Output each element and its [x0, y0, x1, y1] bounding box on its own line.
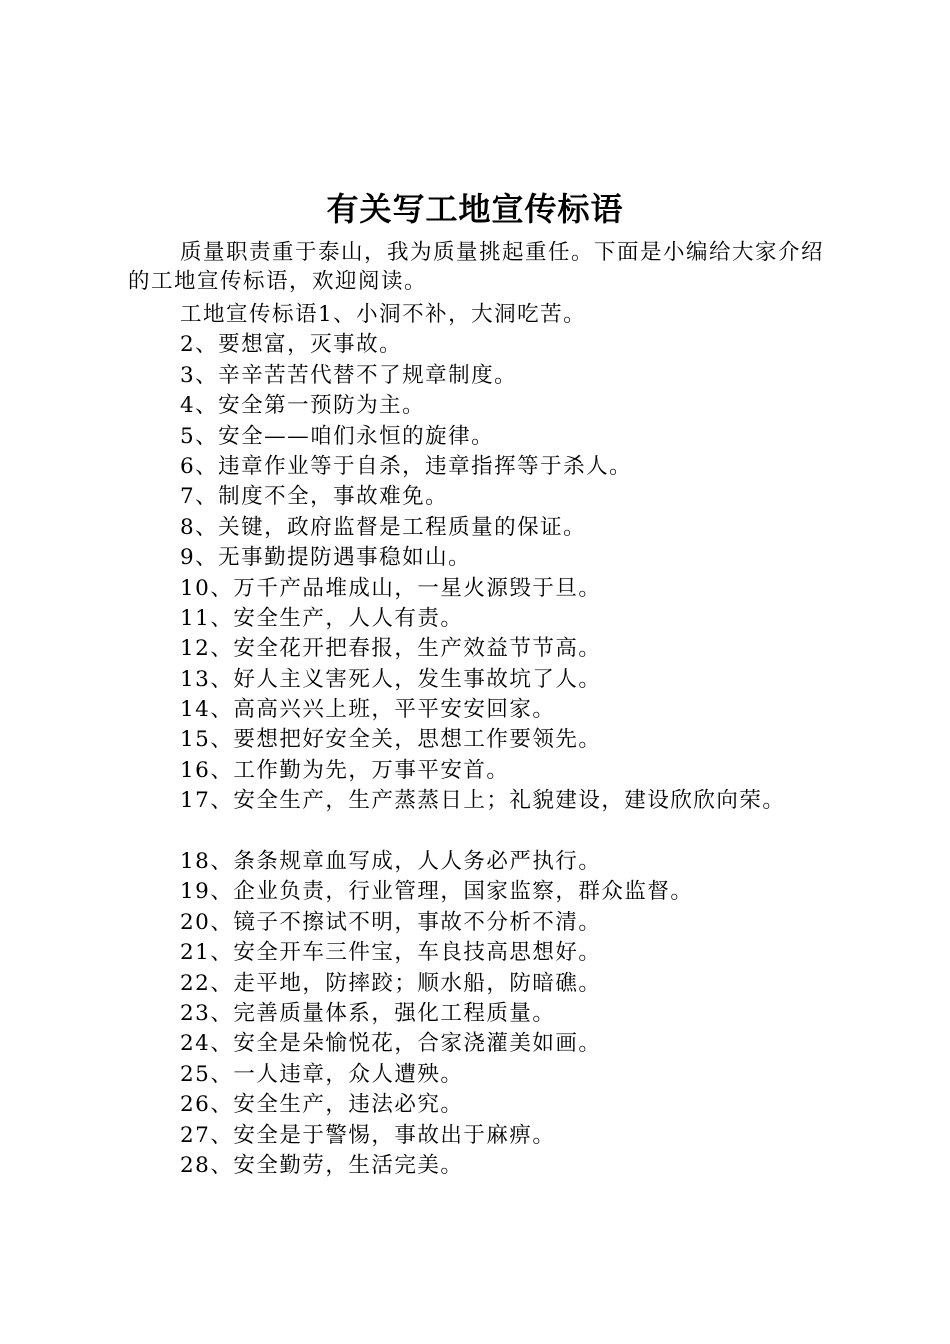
list-item: 16、工作勤为先，万事平安首。 — [180, 757, 510, 783]
list-item: 25、一人违章，众人遭殃。 — [180, 1061, 464, 1087]
list-item: 14、高高兴兴上班，平平安安回家。 — [180, 697, 556, 723]
list-item: 工地宣传标语1、小洞不补，大洞吃苦。 — [180, 302, 587, 327]
list-item: 27、安全是于警惕，事故出于麻痹。 — [180, 1122, 556, 1148]
list-item: 8、关键，政府监督是工程质量的保证。 — [180, 514, 587, 540]
list-item: 6、违章作业等于自杀，违章指挥等于杀人。 — [180, 453, 633, 479]
list-item: 19、企业负责，行业管理，国家监察，群众监督。 — [180, 879, 694, 905]
list-item: 18、条条规章血写成，人人务必严执行。 — [180, 849, 602, 875]
list-item: 12、安全花开把春报，生产效益节节高。 — [180, 636, 602, 662]
list-item: 13、好人主义害死人，发生事故坑了人。 — [180, 666, 602, 692]
blank-line — [180, 817, 900, 847]
list-item: 28、安全勤劳，生活完美。 — [180, 1152, 464, 1178]
list-item: 3、辛辛苦苦代替不了规章制度。 — [180, 362, 518, 388]
list-item: 2、要想富，灭事故。 — [180, 332, 403, 358]
list-item: 4、安全第一预防为主。 — [180, 393, 426, 419]
list-item: 17、安全生产，生产蒸蒸日上；礼貌建设，建设欣欣向荣。 — [180, 788, 786, 814]
list-item: 21、安全开车三件宝，车良技高思想好。 — [180, 940, 602, 966]
list-item: 24、安全是朵愉悦花，合家浇灌美如画。 — [180, 1031, 602, 1057]
list-item: 15、要想把好安全关，思想工作要领先。 — [180, 727, 602, 753]
list-item: 11、安全生产，人人有责。 — [180, 605, 464, 631]
list-item: 20、镜子不擦试不明，事故不分析不清。 — [180, 909, 602, 935]
list-item: 7、制度不全，事故难免。 — [180, 484, 449, 510]
list-item: 10、万千产品堆成山，一星火源毁于旦。 — [180, 575, 602, 601]
list-item: 23、完善质量体系，强化工程质量。 — [180, 1000, 556, 1026]
slogan-list — [180, 300, 900, 1181]
list-item: 5、安全——咱们永恒的旋律。 — [180, 423, 495, 449]
list-item: 26、安全生产，违法必究。 — [180, 1092, 464, 1118]
list-item: 9、无事勤提防遇事稳如山。 — [180, 545, 472, 571]
intro-paragraph: 质量职责重于泰山，我为质量挑起重任。下面是小编给大家介绍的工地宣传标语，欢迎阅读。 — [128, 240, 825, 294]
document-title: 有关写工地宣传标语 — [326, 190, 624, 228]
list-item: 22、走平地，防摔跤；顺水船，防暗礁。 — [180, 970, 602, 996]
